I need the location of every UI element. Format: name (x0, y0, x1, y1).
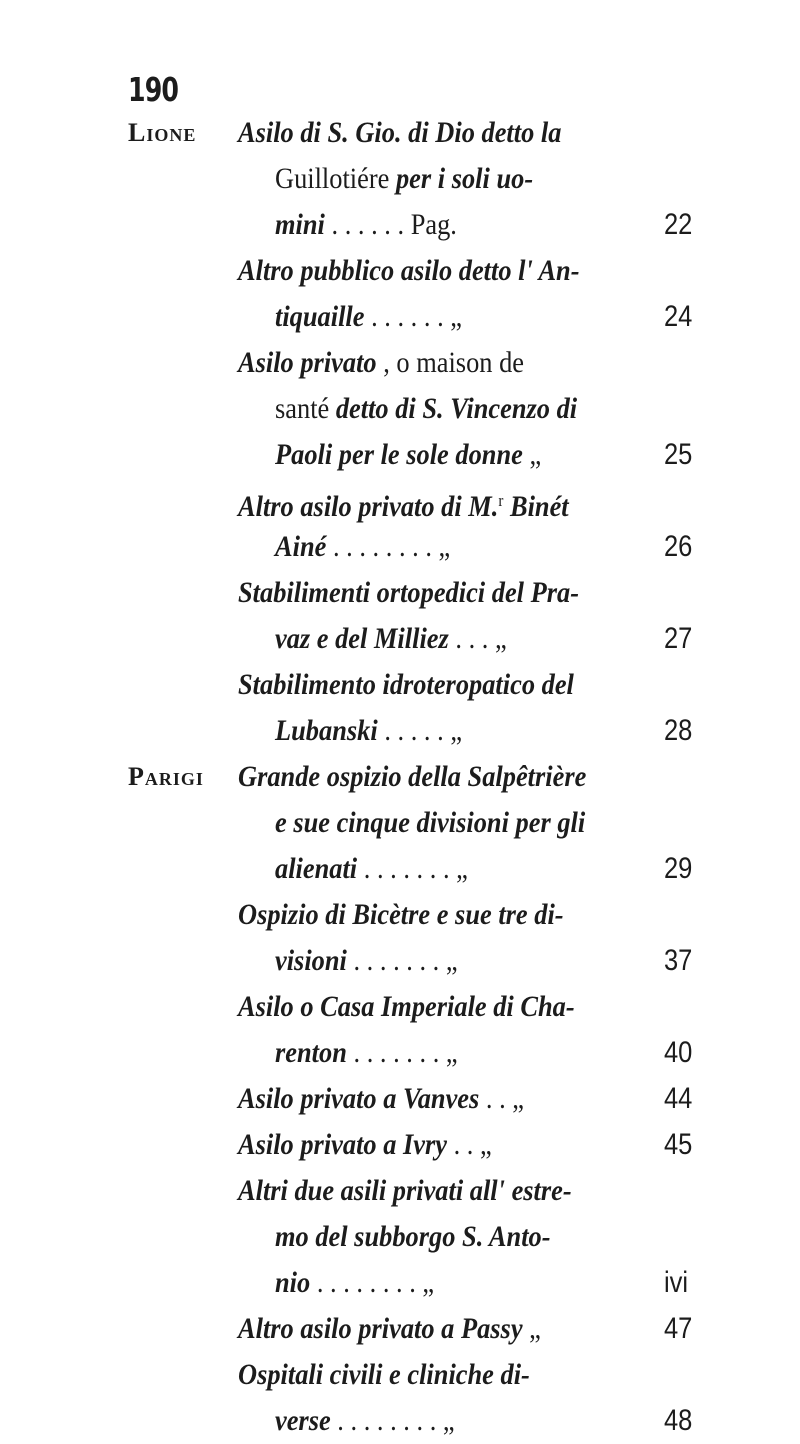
text-segment: Ainé (275, 530, 327, 563)
toc-entry (0, 1076, 800, 1122)
entry-line (0, 616, 800, 662)
entry-line (0, 570, 800, 616)
section-label: Lione (128, 118, 197, 147)
toc-entry (0, 478, 800, 570)
text-segment: Grande ospizio della Salpêtrière (238, 760, 587, 793)
page-reference: ivi (664, 1266, 689, 1299)
text-segment: Altri due asili privati all' estre- (238, 1174, 572, 1207)
entry-text (275, 800, 585, 846)
text-segment: . . „ (479, 1082, 525, 1115)
text-segment: . . . . . . . . „ (326, 530, 451, 563)
entry-text (238, 1168, 572, 1214)
entry-text (238, 892, 564, 938)
page-reference: 27 (664, 622, 693, 655)
page-reference: 47 (664, 1312, 693, 1345)
page-reference: 28 (664, 714, 693, 747)
text-segment: , o maison de (376, 346, 524, 379)
entry-line (0, 1030, 800, 1076)
text-segment: . . . . . . „ (364, 300, 463, 333)
entry-text (275, 708, 462, 754)
text-segment: Stabilimenti ortopedici del Pra- (238, 576, 579, 609)
entry-text (238, 248, 580, 294)
entry-line (0, 1306, 800, 1352)
text-segment: mo del subborgo S. Anto- (275, 1220, 551, 1253)
text-segment: tiquaille (275, 300, 365, 333)
text-segment: renton (275, 1036, 347, 1069)
entry-text (238, 110, 561, 156)
text-segment: verse (275, 1404, 331, 1437)
entry-line (0, 202, 800, 248)
entry-line (0, 248, 800, 294)
text-segment: Paoli per le sole donne (275, 438, 523, 471)
text-segment: „ (522, 1312, 541, 1345)
toc-entry (0, 1122, 800, 1168)
text-segment: „ (522, 438, 542, 471)
text-segment: vaz e del Milliez (275, 622, 449, 655)
page-reference: 29 (664, 852, 693, 885)
text-segment: Stabilimento idroteropatico del (238, 668, 574, 701)
toc-entry (0, 754, 800, 892)
entry-line (0, 110, 800, 156)
entry-text (275, 294, 462, 340)
entry-text (238, 340, 524, 386)
entry-text (238, 1306, 541, 1352)
entry-line (0, 984, 800, 1030)
entry-line (0, 386, 800, 432)
entry-text (275, 938, 458, 984)
text-segment: . . . . . . . „ (346, 1036, 458, 1069)
page-reference: 24 (664, 300, 693, 333)
text-segment: visioni (275, 944, 347, 977)
entry-line (0, 754, 800, 800)
text-segment: detto di S. Vincenzo di (335, 392, 578, 425)
text-segment: . . . „ (448, 622, 507, 655)
toc-entry (0, 984, 800, 1076)
entry-text (238, 570, 579, 616)
text-segment: . . . . . . . „ (357, 852, 468, 885)
text-segment: . . „ (447, 1128, 492, 1161)
entry-text (238, 984, 575, 1030)
page-reference: 45 (664, 1128, 693, 1161)
text-segment: Binét (503, 490, 569, 523)
text-segment: Altro asilo privato di M. (238, 490, 499, 523)
toc-entry (0, 1306, 800, 1352)
toc-entry (0, 248, 800, 340)
entry-line (0, 892, 800, 938)
page-reference: 26 (664, 530, 693, 563)
text-segment: . . . . . . Pag. (324, 208, 457, 241)
entry-line (0, 1076, 800, 1122)
page-reference: 44 (664, 1082, 693, 1115)
entry-text (275, 1398, 455, 1444)
text-segment: . . . . . „ (377, 714, 463, 747)
text-segment: Ospizio di Bicètre e sue tre di- (238, 898, 564, 931)
entry-line (0, 1214, 800, 1260)
entry-text (238, 1076, 524, 1122)
text-segment: e sue cinque divisioni per gli (275, 806, 586, 839)
entry-text (275, 202, 457, 248)
entry-text (238, 754, 586, 800)
text-segment: per i soli uo- (395, 162, 534, 195)
entry-line (0, 1122, 800, 1168)
entry-text (275, 1214, 551, 1260)
text-segment: r (498, 491, 504, 510)
text-segment: Asilo privato a Vanves (238, 1082, 480, 1115)
page-reference: 25 (664, 438, 693, 471)
text-segment: Lubanski (275, 714, 378, 747)
entry-text (275, 156, 533, 202)
entry-text (238, 1122, 492, 1168)
entry-line (0, 478, 800, 524)
entry-line (0, 662, 800, 708)
entry-line (0, 1260, 800, 1306)
toc-entry (0, 110, 800, 248)
entry-line (0, 938, 800, 984)
text-segment: . . . . . . . . „ (310, 1266, 435, 1299)
entry-line (0, 156, 800, 202)
page-reference: 37 (664, 944, 693, 977)
text-segment: Altro asilo privato a Passy (238, 1312, 523, 1345)
toc-entry (0, 1352, 800, 1444)
entry-line (0, 846, 800, 892)
entry-line (0, 1352, 800, 1398)
page-number: 190 (128, 70, 179, 109)
text-segment: Altro pubblico asilo detto l' An- (238, 254, 580, 287)
page-reference: 22 (664, 208, 693, 241)
toc-entry (0, 1168, 800, 1306)
toc-entry (0, 340, 800, 478)
table-of-contents (0, 110, 800, 1444)
text-segment: Asilo privato (238, 346, 377, 379)
text-segment: Asilo privato a Ivry (238, 1128, 447, 1161)
text-segment: mini (275, 208, 325, 241)
toc-entry (0, 892, 800, 984)
page-reference: 40 (664, 1036, 693, 1069)
entry-text (275, 1260, 434, 1306)
entry-line (0, 1398, 800, 1444)
entry-text (238, 478, 569, 530)
entry-text (275, 432, 541, 478)
text-segment: Asilo di S. Gio. di Dio detto la (238, 116, 562, 149)
entry-text (238, 662, 574, 708)
text-segment: santé (275, 392, 336, 425)
page-reference: 48 (664, 1404, 693, 1437)
text-segment: . . . . . . . . „ (330, 1404, 455, 1437)
entry-line (0, 524, 800, 570)
entry-line (0, 340, 800, 386)
entry-text (275, 524, 450, 570)
text-segment: alienati (275, 852, 358, 885)
text-segment: Ospitali civili e cliniche di- (238, 1358, 530, 1391)
text-segment: Guillotiére (275, 162, 396, 195)
entry-text (275, 616, 507, 662)
entry-line (0, 800, 800, 846)
entry-text (275, 846, 468, 892)
entry-line (0, 294, 800, 340)
entry-text (275, 386, 577, 432)
text-segment: nio (275, 1266, 311, 1299)
entry-text (238, 1352, 530, 1398)
entry-line (0, 1168, 800, 1214)
text-segment: Asilo o Casa Imperiale di Cha- (238, 990, 575, 1023)
toc-entry (0, 662, 800, 754)
entry-line (0, 432, 800, 478)
section-label: Parigi (128, 762, 204, 791)
toc-entry (0, 570, 800, 662)
entry-text (275, 1030, 458, 1076)
text-segment: . . . . . . . „ (346, 944, 458, 977)
entry-line (0, 708, 800, 754)
